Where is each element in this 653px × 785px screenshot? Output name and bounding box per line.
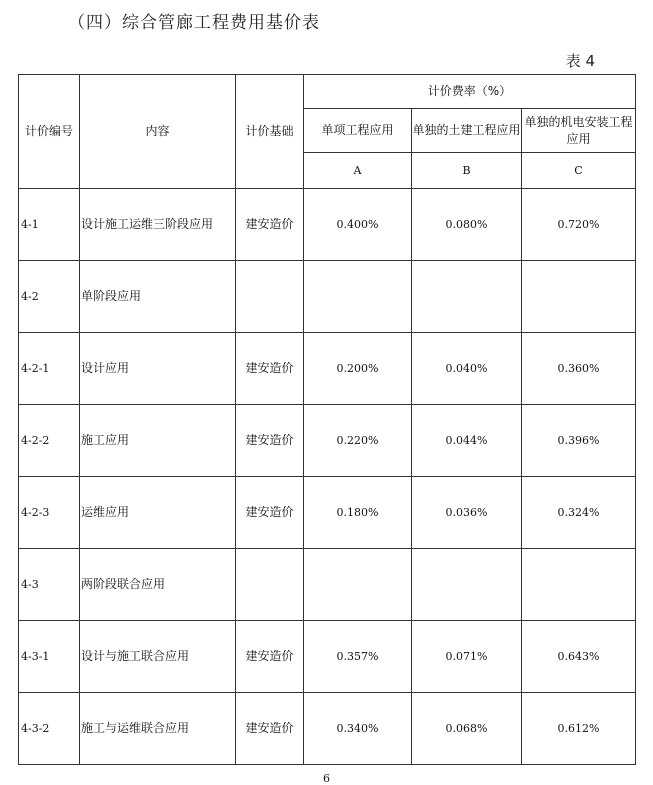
row-basis: 建安造价 <box>236 405 304 477</box>
header-basis: 计价基础 <box>236 75 304 189</box>
row-content: 运维应用 <box>80 477 236 549</box>
row-code: 4-1 <box>19 189 80 261</box>
row-basis: 建安造价 <box>236 693 304 765</box>
row-code: 4-3 <box>19 549 80 621</box>
row-rate-c: 0.612% <box>522 693 636 765</box>
table-row <box>19 621 636 693</box>
row-code: 4-2-3 <box>19 477 80 549</box>
row-basis <box>236 261 304 333</box>
row-rate-a: 0.340% <box>304 693 412 765</box>
header-col-b: 单独的土建工程应用 <box>412 109 522 153</box>
row-code: 4-2 <box>19 261 80 333</box>
row-rate-b: 0.068% <box>412 693 522 765</box>
row-content: 设计施工运维三阶段应用 <box>80 189 236 261</box>
row-rate-a: 0.357% <box>304 621 412 693</box>
row-rate-a <box>304 261 412 333</box>
row-code: 4-3-1 <box>19 621 80 693</box>
header-row-1 <box>19 75 636 109</box>
table-row <box>19 261 636 333</box>
row-rate-b: 0.040% <box>412 333 522 405</box>
row-rate-b <box>412 549 522 621</box>
table-row <box>19 333 636 405</box>
row-basis: 建安造价 <box>236 477 304 549</box>
row-basis: 建安造价 <box>236 333 304 405</box>
row-rate-b <box>412 261 522 333</box>
row-basis: 建安造价 <box>236 189 304 261</box>
row-rate-c: 0.396% <box>522 405 636 477</box>
header-rate-group: 计价费率（%） <box>304 75 636 109</box>
table-row <box>19 693 636 765</box>
row-rate-a: 0.180% <box>304 477 412 549</box>
row-rate-a <box>304 549 412 621</box>
row-content: 施工与运维联合应用 <box>80 693 236 765</box>
header-letter-a: A <box>304 153 412 189</box>
table-row <box>19 477 636 549</box>
fee-table <box>18 74 636 765</box>
row-basis <box>236 549 304 621</box>
row-content: 单阶段应用 <box>80 261 236 333</box>
page-title: （四）综合管廊工程费用基价表 <box>68 13 320 33</box>
row-rate-c: 0.360% <box>522 333 636 405</box>
row-basis: 建安造价 <box>236 621 304 693</box>
header-letter-c: C <box>522 153 636 189</box>
row-content: 两阶段联合应用 <box>80 549 236 621</box>
row-rate-c <box>522 261 636 333</box>
header-col-a: 单项工程应用 <box>304 109 412 153</box>
row-rate-b: 0.044% <box>412 405 522 477</box>
row-content: 设计应用 <box>80 333 236 405</box>
row-rate-a: 0.220% <box>304 405 412 477</box>
table-row <box>19 549 636 621</box>
row-rate-c: 0.643% <box>522 621 636 693</box>
row-rate-c: 0.324% <box>522 477 636 549</box>
page-number: 6 <box>323 772 330 785</box>
header-content: 内容 <box>80 75 236 189</box>
row-rate-b: 0.080% <box>412 189 522 261</box>
row-code: 4-2-2 <box>19 405 80 477</box>
row-rate-b: 0.071% <box>412 621 522 693</box>
table-number-label: 表 4 <box>565 52 595 70</box>
header-letter-b: B <box>412 153 522 189</box>
table-row <box>19 189 636 261</box>
table-row <box>19 405 636 477</box>
row-content: 设计与施工联合应用 <box>80 621 236 693</box>
row-rate-c: 0.720% <box>522 189 636 261</box>
row-rate-b: 0.036% <box>412 477 522 549</box>
row-rate-c <box>522 549 636 621</box>
row-code: 4-3-2 <box>19 693 80 765</box>
row-rate-a: 0.400% <box>304 189 412 261</box>
header-col-c: 单独的机电安装工程应用 <box>522 109 636 153</box>
header-code: 计价编号 <box>19 75 80 189</box>
row-rate-a: 0.200% <box>304 333 412 405</box>
row-code: 4-2-1 <box>19 333 80 405</box>
row-content: 施工应用 <box>80 405 236 477</box>
